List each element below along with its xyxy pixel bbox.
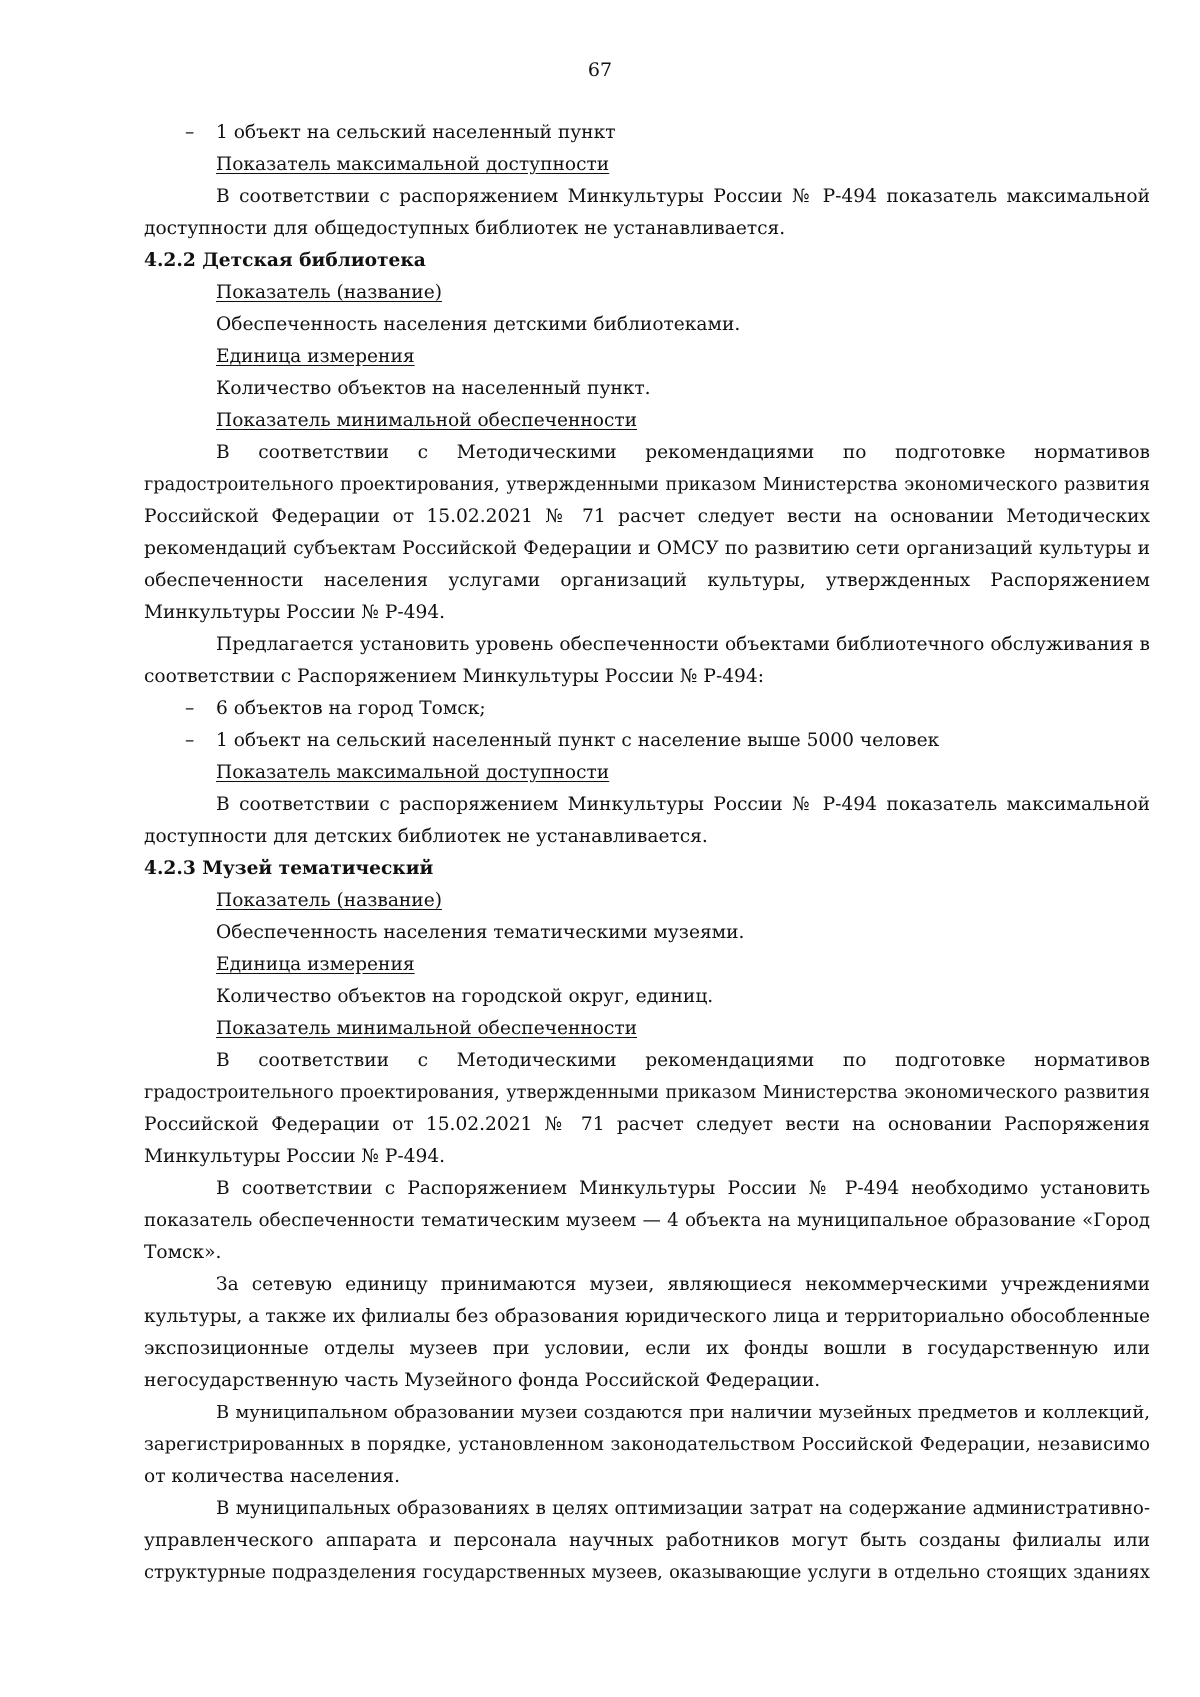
subheading <box>144 149 1150 181</box>
paragraph-first-line: В соответствии с Распоряжением Минкультуры России № Р-494 необходимо установить <box>216 1178 1150 1199</box>
subheading-text: Показатель (название) <box>216 890 442 911</box>
paragraph-line: Обеспеченность населения детскими библиотеками. <box>216 314 741 335</box>
list-item <box>144 725 1150 757</box>
paragraph-line: структурные подразделения государственных музеев, оказывающие услуги в отдельно стоящих зданиях <box>144 1562 1150 1583</box>
subheading <box>144 757 1150 789</box>
paragraph-line: Российской Федерации от 15.02.2021 № 71 расчет следует вести на основании Методических <box>144 506 1150 527</box>
document-body <box>144 117 1150 1589</box>
subheading-text: Показатель (название) <box>216 282 442 303</box>
paragraph-line: негосударственную часть Музейного фонда Российской Федерации. <box>144 1370 821 1391</box>
paragraph-first-line: Предлагается установить уровень обеспеченности объектами библиотечного обслуживания в <box>216 634 1150 655</box>
paragraph-line: градостроительного проектирования, утвержденными приказом Министерства экономического развития <box>144 1083 1150 1103</box>
paragraph-line: Российской Федерации от 15.02.2021 № 71 расчет следует вести на основании Распоряжения <box>144 1114 1150 1135</box>
list-item <box>144 693 1150 725</box>
paragraph-line: градостроительного проектирования, утвержденными приказом Министерства экономического развития <box>144 475 1150 495</box>
paragraph-first-line: За сетевую единицу принимаются музеи, являющиеся некоммерческими учреждениями <box>216 1274 1150 1295</box>
paragraph-line: соответствии с Распоряжением Минкультуры России № Р-494: <box>144 666 764 687</box>
subheading-text: Показатель максимальной доступности <box>216 154 610 175</box>
paragraph-first-line: В соответствии с Методическими рекомендациями по подготовке нормативов <box>216 442 1150 463</box>
paragraph-first-line: В муниципальных образованиях в целях оптимизации затрат на содержание административно- <box>216 1498 1150 1519</box>
list-item <box>144 117 1150 149</box>
paragraph-line: Обеспеченность населения тематическими музеями. <box>216 922 745 943</box>
paragraph-line: от количества населения. <box>144 1466 401 1487</box>
paragraph-first-line: В соответствии с распоряжением Минкультуры России № Р-494 показатель максимальной <box>216 186 1150 207</box>
list-item-text: 1 объект на сельский населенный пункт <box>216 122 616 143</box>
paragraph-line: зарегистрированных в порядке, установленном законодательством Российской Федерации, независимо <box>144 1434 1150 1455</box>
subheading <box>144 885 1150 917</box>
paragraph-first-line: В соответствии с распоряжением Минкультуры России № Р-494 показатель максимальной <box>216 794 1150 815</box>
list-dash-icon: – <box>185 698 195 719</box>
paragraph-line: Количество объектов на населенный пункт. <box>216 378 651 399</box>
subheading <box>144 1013 1150 1045</box>
paragraph-line: доступности для общедоступных библиотек не устанавливается. <box>144 218 786 239</box>
subheading-text: Единица измерения <box>216 346 415 367</box>
paragraph-line: Минкультуры России № Р-494. <box>144 1146 446 1167</box>
list-item-text: 6 объектов на город Томск; <box>216 698 486 719</box>
paragraph-line: экспозиционные отделы музеев при условии, если их фонды вошли в государственную или <box>144 1338 1150 1359</box>
paragraph-line: Томск». <box>144 1242 222 1263</box>
subheading <box>144 277 1150 309</box>
paragraph-first-line: В муниципальном образовании музеи создаются при наличии музейных предметов и коллекций, <box>216 1402 1150 1423</box>
page-number: 67 <box>587 59 613 81</box>
subheading <box>144 405 1150 437</box>
section-heading: 4.2.2 Детская библиотека <box>144 250 426 271</box>
list-item-text: 1 объект на сельский населенный пункт с население выше 5000 человек <box>216 730 940 751</box>
subheading-text: Показатель минимальной обеспеченности <box>216 1018 638 1039</box>
list-dash-icon: – <box>185 122 195 143</box>
list-dash-icon: – <box>185 730 195 751</box>
paragraph-line: обеспеченности населения услугами организаций культуры, утвержденных Распоряжением <box>144 570 1150 591</box>
paragraph-line: культуры, а также их филиалы без образования юридического лица и территориально обособленные <box>144 1306 1150 1327</box>
subheading-text: Показатель минимальной обеспеченности <box>216 410 638 431</box>
paragraph-line: Количество объектов на городской округ, единиц. <box>216 986 714 1007</box>
section-heading: 4.2.3 Музей тематический <box>144 858 434 879</box>
subheading <box>144 949 1150 981</box>
paragraph-line: рекомендаций субъектам Российской Федерации и ОМСУ по развитию сети организаций культуры и <box>144 538 1150 559</box>
subheading <box>144 341 1150 373</box>
subheading-text: Единица измерения <box>216 954 415 975</box>
paragraph-first-line: В соответствии с Методическими рекомендациями по подготовке нормативов <box>216 1050 1150 1071</box>
subheading-text: Показатель максимальной доступности <box>216 762 610 783</box>
paragraph-line: доступности для детских библиотек не устанавливается. <box>144 826 708 847</box>
paragraph-line: управленческого аппарата и персонала научных работников могут быть созданы филиалы или <box>144 1530 1150 1551</box>
paragraph-line: Минкультуры России № Р-494. <box>144 602 446 623</box>
paragraph-line: показатель обеспеченности тематическим музеем — 4 объекта на муниципальное образование «Город <box>144 1210 1150 1231</box>
